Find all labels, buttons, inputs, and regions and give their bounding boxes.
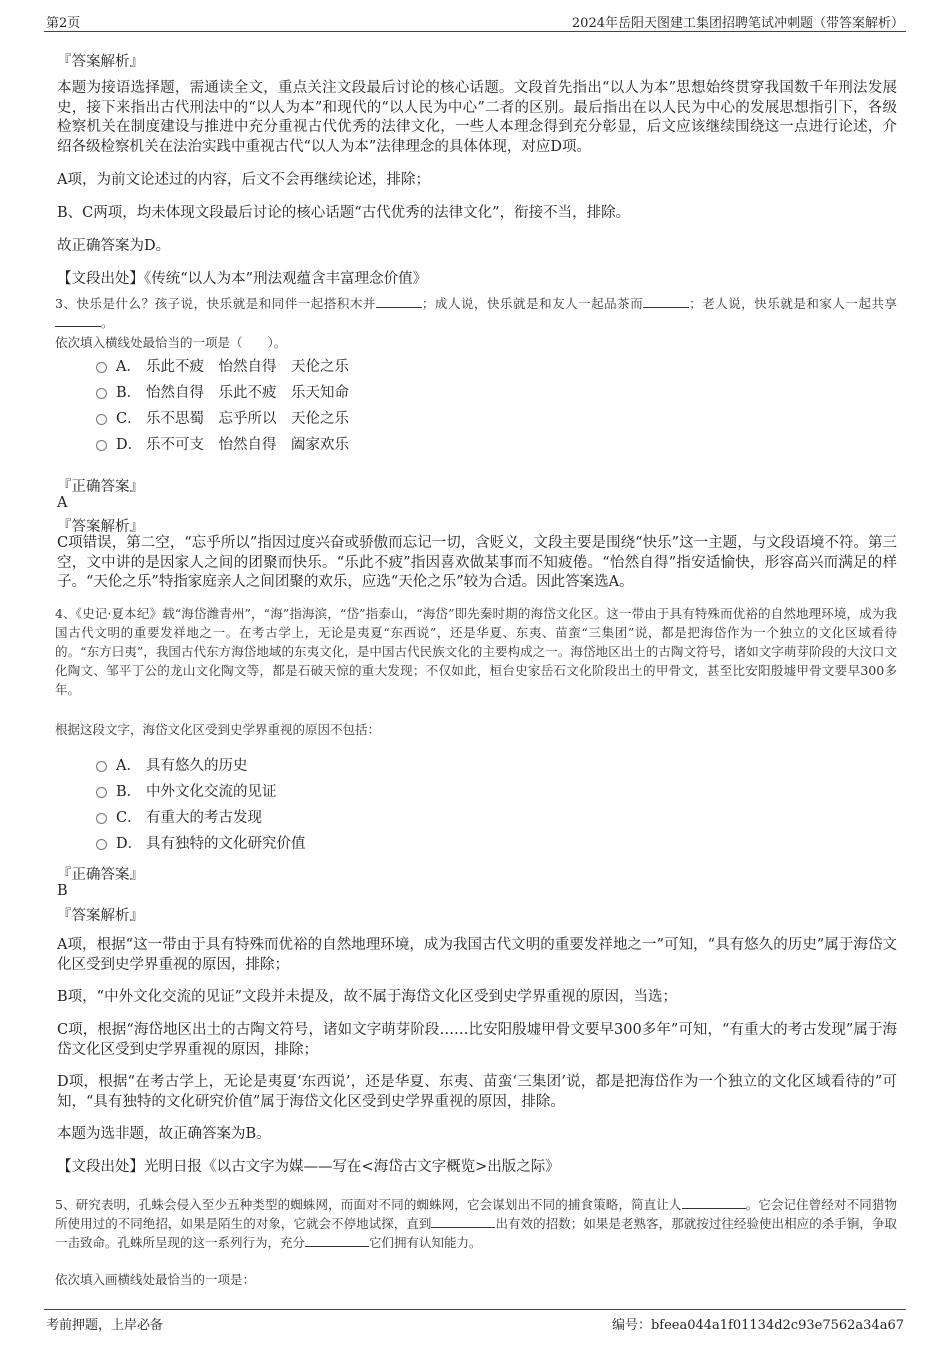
header-divider — [44, 31, 906, 32]
radio-icon[interactable] — [96, 388, 107, 399]
q4-option-c[interactable]: C． 有重大的考古发现 — [96, 806, 262, 826]
q3-option-d[interactable]: D． 乐不可支 怡然自得 阖家欢乐 — [96, 433, 349, 453]
q3-blank-1 — [376, 295, 422, 308]
q4-option-a[interactable]: A． 具有悠久的历史 — [96, 754, 248, 774]
q2-analysis-option-a: A项，为前文论述过的内容，后文不会再继续论述，排除； — [57, 172, 430, 188]
q2-analysis-paragraph: 本题为接语选择题，需通读全文，重点关注文段最后讨论的核心话题。文段首先指出“以人为本”思想始终贯穿我国数千年刑法发展史，接下来指出古代刑法中的“以人为本”和现代的“以人民为中心”二者的区别。最后指出在以人民为中心的发展思想指引下，各级检察机关在制度建设与推进中充分重视古代优秀的法律文化，一些人本理念得到充分彰显，后文应该继续围绕这一点进行论述，介绍各级检察机关在法治实践中重视古代“以人为本”法律理念的具体体现，对应D项。 — [57, 80, 897, 155]
q3-option-c[interactable]: C． 乐不思蜀 忘乎所以 天伦之乐 — [96, 407, 349, 427]
q4-stem: 4、《史记·夏本纪》载“海岱潍青州”，“海”指海滨，“岱”指泰山，“海岱”即先秦时期的海岱文化区。这一带由于具有特殊而优裕的自然地理环境，成为我国古代文明的重要发祥地之一。在考古学上，无论是夷夏“东西说”，还是华夏、东夷、苗蛮“三集团”说，都是把海岱作为一个独立的文化区域看待的。“东方曰夷”，我国古代东方海岱地域的东夷文化，是中国古代民族文化的主要构成之一。海岱地区出土的古陶文符号，诸如文字萌芽阶段的大汶口文化陶文、邹平丁公的龙山文化陶文等，都是石破天惊的重大发现；不仅如此，桓台史家岳石文化阶段出土的甲骨文，甚至比安阳殷墟甲骨文要早300多年。 — [55, 606, 897, 697]
header-document-title: 2024年岳阳天图建工集团招聘笔试冲刺题（带答案解析） — [571, 16, 904, 31]
q4-analysis-heading: 『答案解析』 — [57, 908, 144, 924]
q3-blank-2 — [643, 295, 689, 308]
radio-icon[interactable] — [96, 839, 107, 850]
q4-option-b[interactable]: B． 中外文化交流的见证 — [96, 780, 277, 800]
footer-document-id: 编号：bfeea044a1f01134d2c93e7562a34a67 — [611, 1318, 904, 1333]
q3-prompt: 依次填入横线处最恰当的一项是（ ）。 — [55, 335, 287, 350]
radio-icon[interactable] — [96, 362, 107, 373]
radio-icon[interactable] — [96, 787, 107, 798]
radio-icon[interactable] — [96, 440, 107, 451]
radio-icon[interactable] — [96, 813, 107, 824]
q4-answer: B — [57, 883, 68, 899]
q3-option-a[interactable]: A． 乐此不疲 怡然自得 天伦之乐 — [96, 355, 349, 375]
q4-analysis-option-d: D项，根据“在考古学上，无论是夷夏‘东西说’，还是华夏、东夷、苗蛮‘三集团’说，都是把海岱作为一个独立的文化区域看待的”可知，“具有独特的文化研究价值”属于海岱文化区受到史学界重视的原因，排除。 — [57, 1074, 897, 1110]
header-page-number: 第2页 — [46, 16, 81, 31]
q2-analysis-option-bc: B、C两项，均未体现文段最后讨论的核心话题“古代优秀的法律文化”，衔接不当，排除。 — [57, 205, 631, 221]
q4-analysis-option-c: C项，根据“海岱地区出土的古陶文符号，诸如文字萌芽阶段……比安阳殷墟甲骨文要早300多年”可知，“有重大的考古发现”属于海岱文化区受到史学界重视的原因，排除； — [57, 1022, 897, 1058]
footer-slogan: 考前押题，上岸必备 — [46, 1318, 164, 1333]
q4-source: 【文段出处】光明日报《以古文字为媒——写在<海岱古文字概览>出版之际》 — [57, 1159, 560, 1175]
q4-conclusion: 本题为选非题，故正确答案为B。 — [57, 1126, 271, 1142]
q3-blank-3 — [55, 314, 101, 327]
q2-analysis-heading: 『答案解析』 — [57, 54, 144, 70]
q5-blank-3 — [305, 1234, 369, 1247]
footer-divider — [44, 1309, 906, 1310]
q5-prompt: 依次填入画横线处最恰当的一项是： — [55, 1272, 256, 1287]
q5-stem: 5、研究表明，孔蛛会侵入至少五种类型的蜘蛛网，而面对不同的蜘蛛网，它会谋划出不同的捕食策略，简直让人 。它会记住曾经对不同猎物所使用过的不同绝招，如果是陌生的对象，它就会不停地试探，直到 出有效的招数；如果是老熟客，那就按过往经验使出相应的杀手锏，争取一击致命。孔蛛所呈现的这一系列行为，充分 它们拥有认知能力。 — [55, 1197, 897, 1250]
q3-stem: 3、快乐是什么？孩子说，快乐就是和同伴一起搭积木并 ；成人说，快乐就是和友人一起品茶而 ；老人说，快乐就是和家人一起共享。 — [55, 296, 897, 330]
q5-blank-2 — [431, 1215, 495, 1228]
q2-source: 【文段出处】《传统“以人为本”刑法观蕴含丰富理念价值》 — [57, 271, 428, 287]
q3-answer-heading: 『正确答案』 — [57, 479, 144, 495]
q3-analysis: C项错误，第二空，“忘乎所以”指因过度兴奋或骄傲而忘记一切，含贬义，文段主要是围绕“快乐”这一主题，与文段语境不符。第三空，文中讲的是因家人之间的团聚而快乐。“乐此不疲”指因喜欢做某事而不知疲倦。“怡然自得”指安适愉快，形容高兴而满足的样子。“天伦之乐”特指家庭亲人之间团聚的欢乐，应选“天伦之乐”较为合适。因此答案选A。 — [57, 535, 897, 590]
q4-prompt: 根据这段文字，海岱文化区受到史学界重视的原因不包括： — [55, 722, 381, 737]
q4-analysis-option-a: A项，根据“这一带由于具有特殊而优裕的自然地理环境，成为我国古代文明的重要发祥地之一”可知，“具有悠久的历史”属于海岱文化区受到史学界重视的原因，排除； — [57, 937, 897, 973]
q4-answer-heading: 『正确答案』 — [57, 867, 144, 883]
q2-conclusion: 故正确答案为D。 — [57, 238, 171, 254]
radio-icon[interactable] — [96, 414, 107, 425]
q4-option-d[interactable]: D． 具有独特的文化研究价值 — [96, 832, 306, 852]
q3-option-b[interactable]: B． 怡然自得 乐此不疲 乐天知命 — [96, 381, 349, 401]
q5-blank-1 — [682, 1196, 746, 1209]
radio-icon[interactable] — [96, 761, 107, 772]
q3-analysis-heading: 『答案解析』 — [57, 519, 144, 535]
q3-answer: A — [57, 495, 68, 511]
q4-analysis-option-b: B项，“中外文化交流的见证”文段并未提及，故不属于海岱文化区受到史学界重视的原因，当选； — [57, 989, 677, 1005]
